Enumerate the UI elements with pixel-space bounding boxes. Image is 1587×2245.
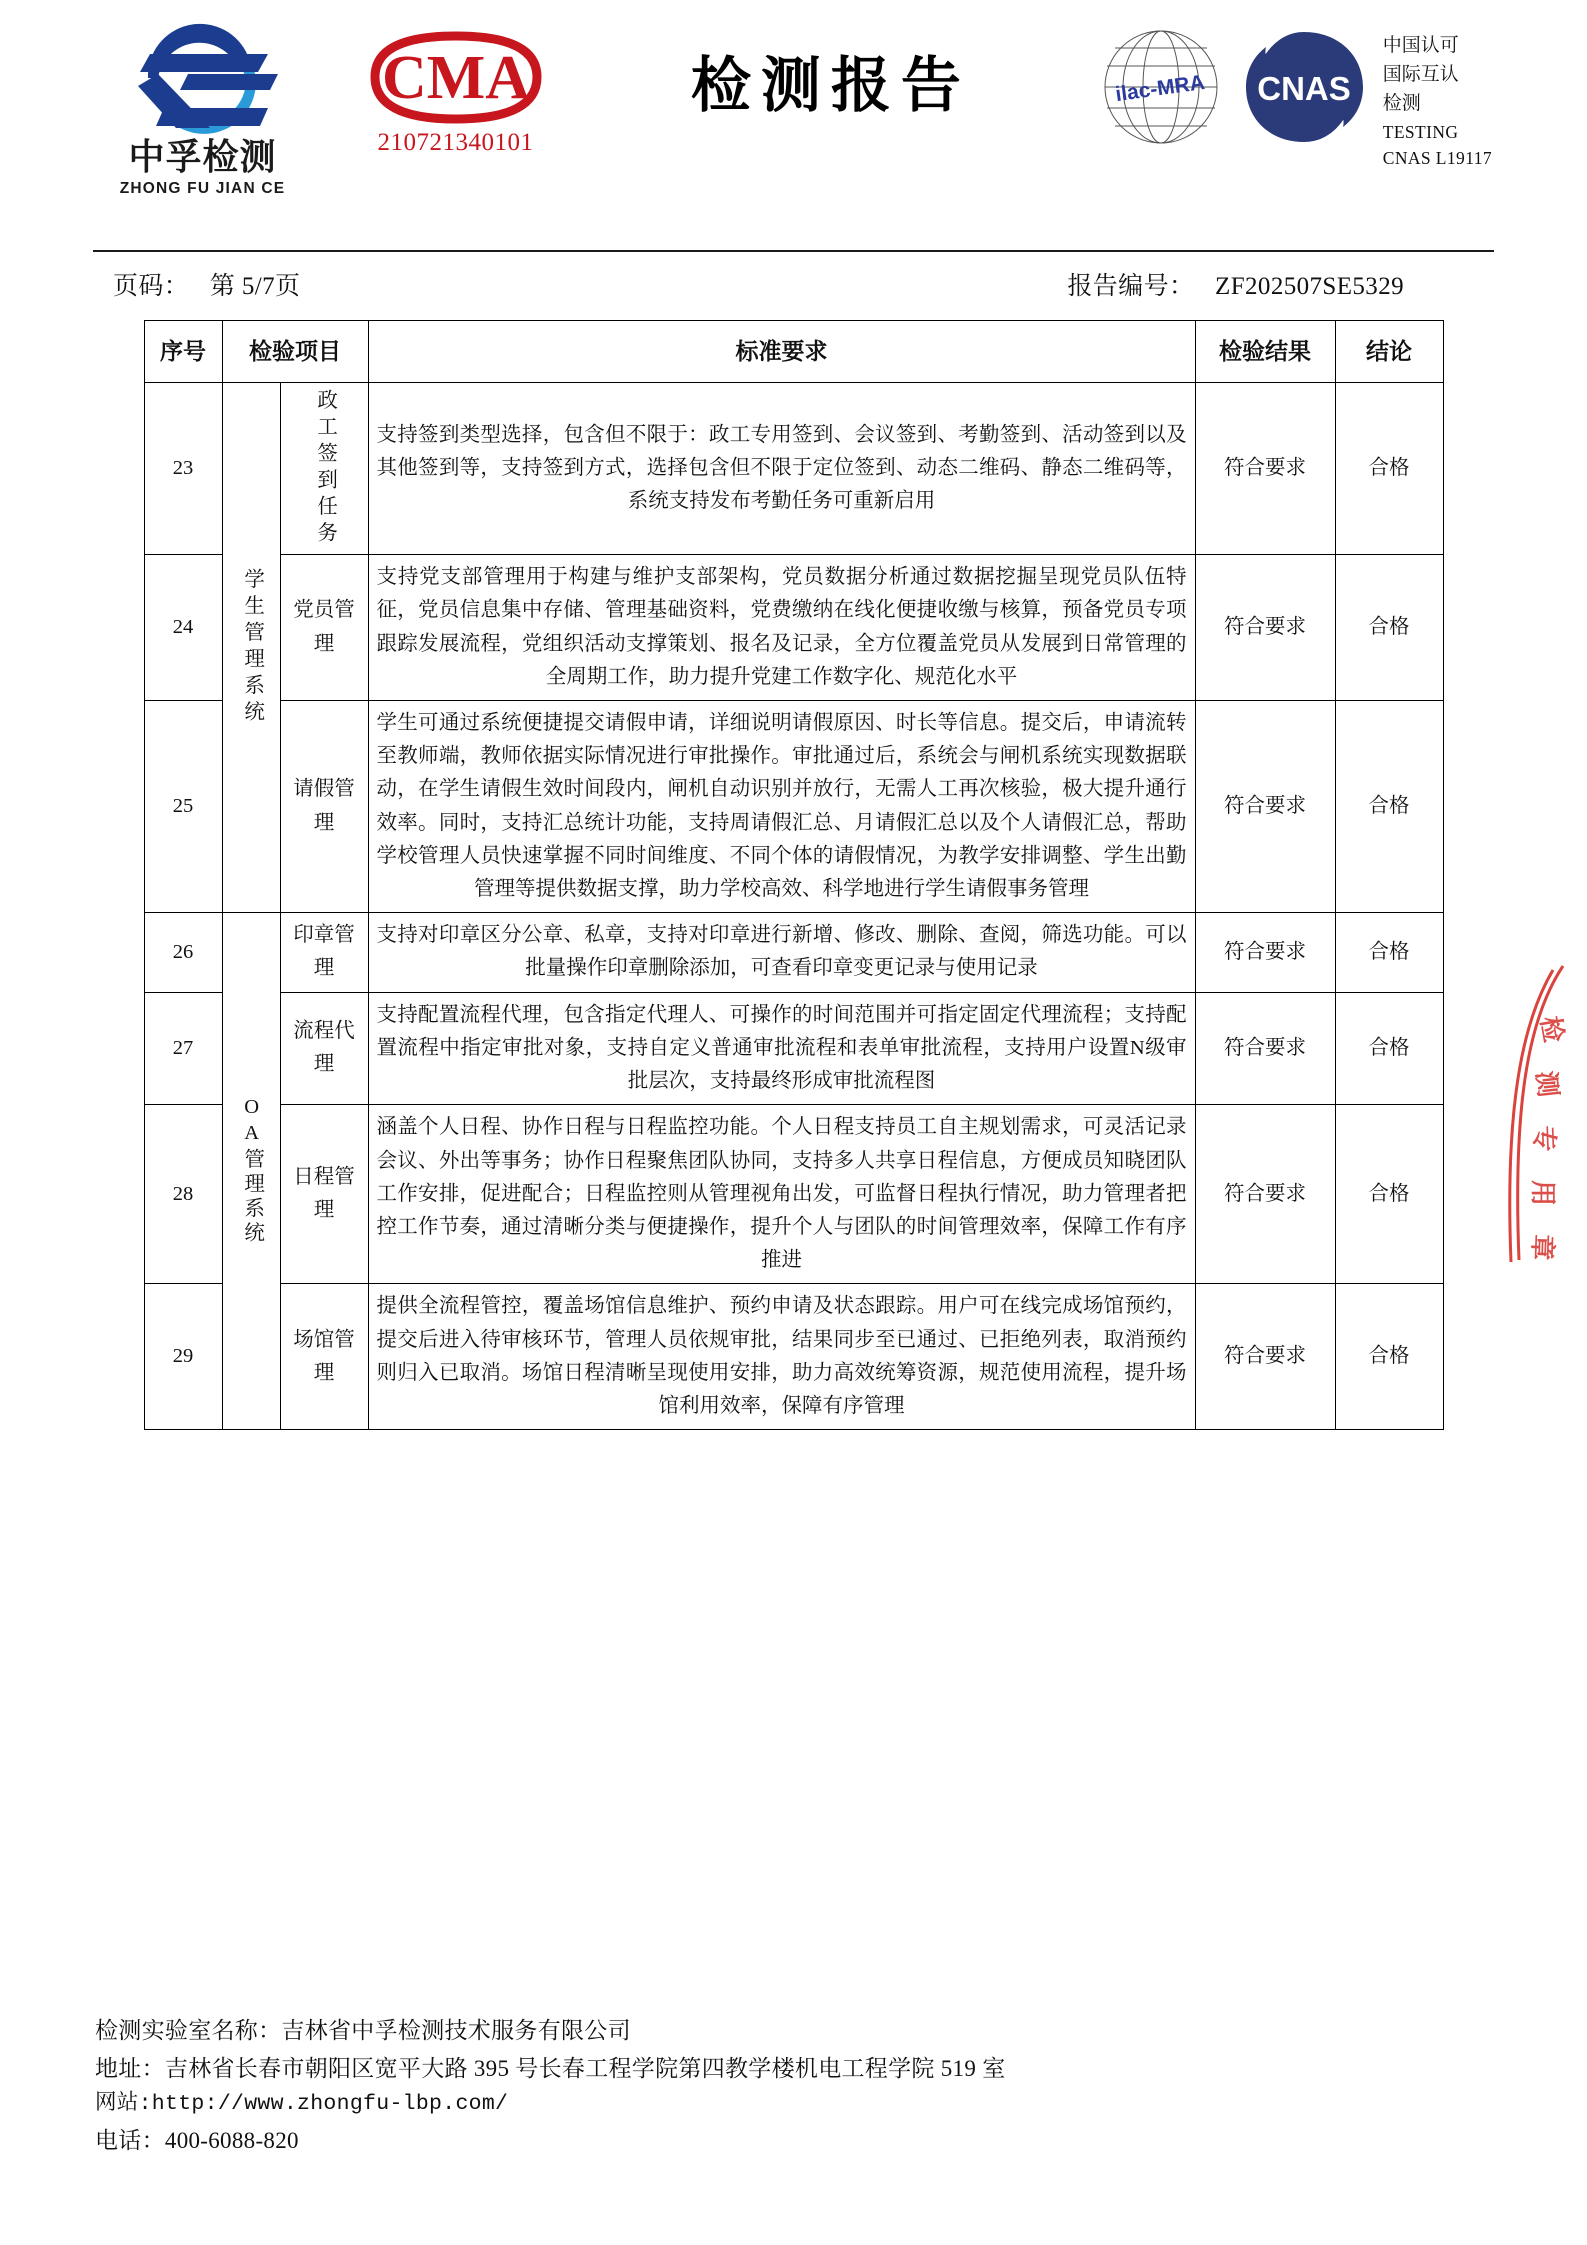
accreditation-line-5: CNAS L19117: [1382, 148, 1492, 169]
lab-website[interactable]: 网站:http://www.zhongfu-lbp.com/: [95, 2091, 509, 2116]
row-no: 26: [144, 913, 222, 992]
page-number-group: [113, 266, 300, 302]
svg-text:章: 章: [1527, 1233, 1557, 1261]
report-number-value: ZF202507SE5329: [1215, 273, 1404, 300]
accreditation-line-4: TESTING: [1382, 121, 1459, 142]
requirement-text: 涵盖个人日程、协作日程与日程监控功能。个人日程支持员工自主规划需求，可灵活记录会议、外出等事务；协作日程聚焦团队协同，支持多人共享日程信息，方便成员知晓团队工作安排，促进配合；日程监控则从管理视角出发，可监督日程执行情况，助力管理者把控工作节奏，通过清晰分类与便捷操作，提升个人与团队的时间管理效率，保障工作有序推进: [368, 1105, 1195, 1284]
cma-certificate-number: 210721340101: [377, 129, 534, 156]
svg-text:CMA: CMA: [381, 44, 530, 112]
group-label-text: OA管理系统: [240, 1096, 263, 1247]
item-name: 流程代理: [280, 992, 368, 1105]
svg-text:检: 检: [1535, 1014, 1569, 1045]
cnas-logo-icon: [1242, 28, 1367, 146]
lab-name: 检测实验室名称：吉林省中孚检测技术服务有限公司: [95, 2018, 631, 2044]
accreditation-line-2: 国际互认: [1382, 63, 1459, 85]
table-row: [144, 555, 1443, 701]
official-seal-stamp: [1507, 960, 1569, 1290]
table-row: [144, 992, 1443, 1105]
table-row: [144, 383, 1443, 555]
table-row: [144, 1105, 1443, 1284]
row-no: 27: [144, 992, 222, 1105]
page-title: 检测报告: [690, 53, 971, 119]
requirement-text: 支持配置流程代理，包含指定代理人、可操作的时间范围并可指定固定代理流程；支持配置流程中指定审批对象，支持自定义普通审批流程和表单审批流程，支持用户设置N级审批层次，支持最终形成审批流程图: [368, 992, 1195, 1105]
row-no: 24: [144, 555, 222, 701]
zhongfu-emblem-icon: [118, 12, 288, 137]
col-header-item: 检验项目: [222, 321, 368, 383]
group-label-text: 学生管理系统: [240, 568, 263, 728]
requirement-text: 支持签到类型选择，包含但不限于：政工专用签到、会议签到、考勤签到、活动签到以及其他签到等，支持签到方式，选择包含但不限于定位签到、动态二维码、静态二维码等，系统支持发布考勤任务可重新启用: [368, 383, 1195, 555]
requirement-text: 学生可通过系统便捷提交请假申请，详细说明请假原因、时长等信息。提交后，申请流转至教师端，教师依据实际情况进行审批操作。审批通过后，系统会与闸机系统实现数据联动，在学生请假生效时间段内，闸机自动识别并放行，无需人工再次核验，极大提升通行效率。同时，支持汇总统计功能，支持周请假汇总、月请假汇总以及个人请假汇总，帮助学校管理人员快速掌握不同时间维度、不同个体的请假情况，为教学安排调整、学生出勤管理等提供数据支撑，助力学校高效、科学地进行学生请假事务管理: [368, 701, 1195, 913]
row-no: 28: [144, 1105, 222, 1284]
lab-address: 地址：吉林省长春市朝阳区宽平大路 395 号长春工程学院第四教学楼机电工程学院 519 室: [95, 2055, 1006, 2081]
requirement-text: 支持党支部管理用于构建与维护支部架构，党员数据分析通过数据挖掘呈现党员队伍特征，党员信息集中存储、管理基础资料，党费缴纳在线化便捷收缴与核算，预备党员专项跟踪发展流程，党组织活动支撑策划、报名及记录，全方位覆盖党员从发展到日常管理的全周期工作，助力提升党建工作数字化、规范化水平: [368, 555, 1195, 701]
result-text: 符合要求: [1195, 1105, 1335, 1284]
requirement-text: 支持对印章区分公章、私章，支持对印章进行新增、修改、删除、查阅，筛选功能。可以批量操作印章删除添加，可查看印章变更记录与使用记录: [368, 913, 1195, 992]
col-header-requirement: 标准要求: [368, 321, 1195, 383]
group-label: [222, 913, 280, 1430]
conclusion-text: 合格: [1335, 1105, 1443, 1284]
item-name: 党员管理: [280, 555, 368, 701]
accreditation-logos: [1099, 0, 1492, 172]
result-text: 符合要求: [1195, 992, 1335, 1105]
page-number-label: 页码：: [113, 273, 190, 300]
table-row: [144, 913, 1443, 992]
document-footer: [95, 2012, 1006, 2159]
cma-logo: [348, 0, 563, 157]
conclusion-text: 合格: [1335, 383, 1443, 555]
col-header-conclusion: 结论: [1335, 321, 1443, 383]
page-number-value: 第 5/7页: [209, 273, 301, 300]
svg-text:专: 专: [1529, 1125, 1559, 1153]
accreditation-line-1: 中国认可: [1382, 35, 1459, 56]
row-no: 25: [144, 701, 222, 913]
table-header-row: [144, 321, 1443, 383]
row-no: 29: [144, 1284, 222, 1430]
item-name: 场馆管理: [280, 1284, 368, 1430]
svg-text:CNAS: CNAS: [1256, 70, 1351, 107]
lab-phone: 电话：400-6088-820: [95, 2127, 299, 2153]
svg-text:ilac-MRA: ilac-MRA: [1113, 70, 1206, 107]
conclusion-text: 合格: [1335, 1284, 1443, 1430]
cma-mark-icon: [361, 30, 551, 125]
conclusion-text: 合格: [1335, 555, 1443, 701]
company-name-en: ZHONG FU JIAN CE: [119, 180, 286, 197]
company-name-cn: 中孚检测: [128, 136, 277, 177]
conclusion-text: 合格: [1335, 701, 1443, 913]
report-number-group: [1067, 266, 1474, 302]
item-name: [280, 383, 368, 555]
requirement-text: 提供全流程管控，覆盖场馆信息维护、预约申请及状态跟踪。用户可在线完成场馆预约，提交后进入待审核环节，管理人员依规审批，结果同步至已通过、已拒绝列表，取消预约则归入已取消。场馆日程清晰呈现使用安排，助力高效统筹资源，规范使用流程，提升场馆利用效率，保障有序管理: [368, 1284, 1195, 1430]
result-text: 符合要求: [1195, 1284, 1335, 1430]
group-label: [222, 383, 280, 913]
ilac-mra-icon: [1099, 28, 1224, 146]
conclusion-text: 合格: [1335, 913, 1443, 992]
table-row: [144, 701, 1443, 913]
accreditation-text: [1383, 28, 1492, 172]
result-text: 符合要求: [1195, 383, 1335, 555]
col-header-no: 序号: [144, 321, 222, 383]
item-name-text: 政工签到任务: [313, 389, 336, 549]
table-row: [144, 1284, 1443, 1430]
col-header-result: 检验结果: [1195, 321, 1335, 383]
svg-text:测: 测: [1531, 1069, 1563, 1099]
item-name: 请假管理: [280, 701, 368, 913]
company-logo: [95, 0, 310, 198]
report-info-bar: [95, 252, 1492, 314]
accreditation-line-3: 检测: [1382, 92, 1421, 114]
svg-text:用: 用: [1528, 1180, 1557, 1207]
report-number-label: 报告编号：: [1067, 273, 1195, 300]
inspection-table: [144, 320, 1444, 1430]
result-text: 符合要求: [1195, 701, 1335, 913]
document-header: [95, 0, 1492, 250]
conclusion-text: 合格: [1335, 992, 1443, 1105]
item-name: 印章管理: [280, 913, 368, 992]
item-name: 日程管理: [280, 1105, 368, 1284]
result-text: 符合要求: [1195, 913, 1335, 992]
row-no: 23: [144, 383, 222, 555]
result-text: 符合要求: [1195, 555, 1335, 701]
